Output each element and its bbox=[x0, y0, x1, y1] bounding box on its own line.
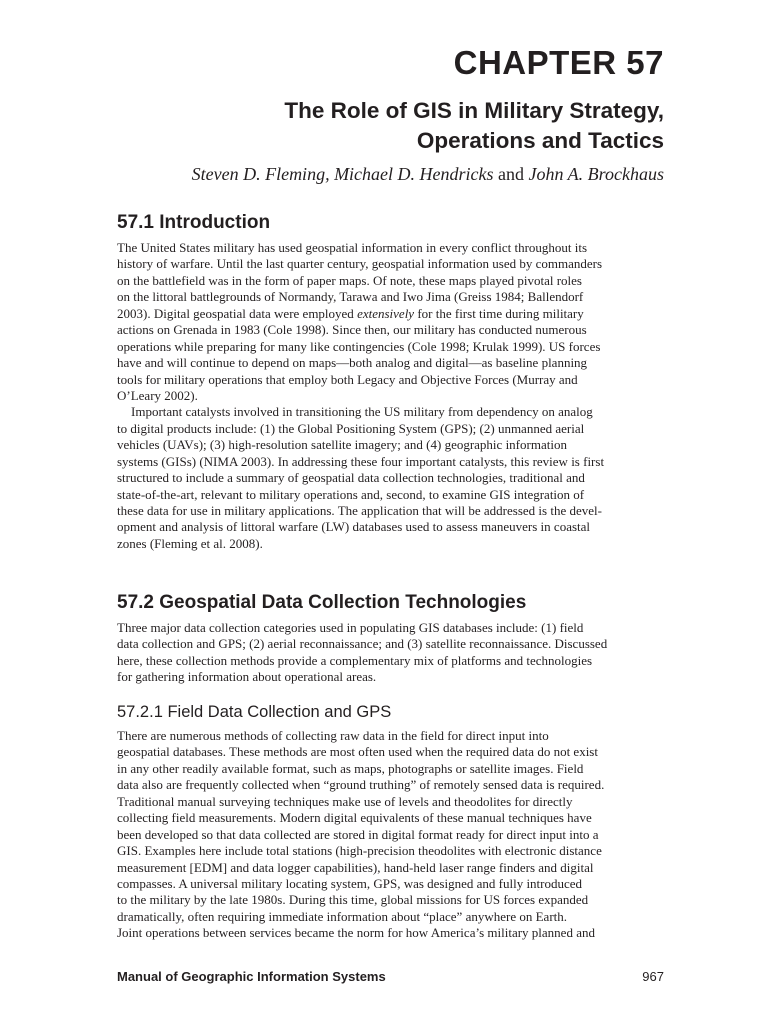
chapter-title-line: The Role of GIS in Military Strategy, bbox=[284, 98, 664, 123]
chapter-number: CHAPTER 57 bbox=[453, 44, 664, 81]
text-line: vehicles (UAVs); (3) high-resolution satellite imagery; and (4) geographic information bbox=[117, 437, 567, 453]
text-line: O’Leary 2002). bbox=[117, 387, 198, 403]
text-line: history of warfare. Until the last quarter century, geospatial information used by commanders bbox=[117, 256, 603, 272]
text-line: zones (Fleming et al. 2008). bbox=[117, 535, 263, 551]
text-line: in any other readily available format, such as maps, photographs or satellite images. Field bbox=[117, 760, 584, 776]
text-line: on the battlefield was in the form of paper maps. Of note, these maps played pivotal roles bbox=[117, 272, 582, 288]
text-line: have and will continue to depend on maps—both analog and digital—as baseline planning bbox=[117, 355, 588, 371]
text-line: data collection and GPS; (2) aerial reconnaissance; and (3) satellite reconnaissance. Discussed bbox=[117, 636, 608, 652]
chapter-title-line: Operations and Tactics bbox=[416, 128, 664, 153]
text-line: to the military by the late 1980s. During this time, global missions for US forces expanded bbox=[117, 892, 589, 908]
authors-conjunction: and bbox=[498, 164, 525, 184]
text-line: for gathering information about operational areas. bbox=[117, 669, 377, 685]
running-footer-title: Manual of Geographic Information Systems bbox=[117, 969, 386, 984]
text-line: on the littoral battlegrounds of Normandy, Tarawa and Iwo Jima (Greiss 1984; Ballendorf bbox=[117, 289, 584, 305]
text-line: There are numerous methods of collecting raw data in the field for direct input into bbox=[117, 728, 549, 743]
introduction-body bbox=[117, 240, 665, 552]
authors-part-2: John A. Brockhaus bbox=[528, 164, 664, 184]
text-line: geospatial databases. These methods are most often used when the required data do not exist bbox=[117, 744, 598, 760]
chapter-title bbox=[104, 96, 664, 156]
text-line: been developed so that data collected are stored in digital format ready for direct input into a bbox=[117, 826, 599, 842]
text-line: Traditional manual surveying techniques make use of levels and theodolites for directly bbox=[117, 793, 573, 809]
text-line: The United States military has used geospatial information in every conflict throughout its bbox=[117, 240, 588, 255]
section-heading-geospatial: 57.2 Geospatial Data Collection Technologies bbox=[117, 592, 527, 613]
text-line: here, these collection methods provide a complementary mix of platforms and technologies bbox=[117, 652, 593, 668]
text-line: dramatically, often requiring immediate information about “place” anywhere on Earth. bbox=[117, 908, 568, 924]
emphasis-text: extensively bbox=[357, 305, 415, 321]
text-line: operations while preparing for many like contingencies (Cole 1998; Krulak 1999). US forces bbox=[117, 338, 601, 354]
text-line: Important catalysts involved in transitioning the US military from dependency on analog bbox=[131, 404, 593, 420]
text-line: these data for use in military applications. The application that will be addressed is the devel- bbox=[117, 503, 602, 518]
text-line: Three major data collection categories used in populating GIS databases include: (1) field bbox=[117, 620, 584, 635]
text-line: compasses. A universal military locating system, GPS, was designed and fully introduced bbox=[117, 875, 583, 891]
field-data-body bbox=[117, 728, 665, 942]
subsection-heading-field-data: 57.2.1 Field Data Collection and GPS bbox=[117, 703, 392, 721]
text-line: tools for military operations that employ both Legacy and Objective Forces (Murray and bbox=[117, 371, 578, 387]
section-heading-introduction: 57.1 Introduction bbox=[117, 212, 271, 233]
page-number: 967 bbox=[642, 969, 664, 984]
text-line: Joint operations between services became the norm for how America’s military planned and bbox=[117, 925, 595, 941]
text-line: actions on Grenada in 1983 (Cole 1998). Since then, our military has conducted numerous bbox=[117, 322, 587, 338]
text-line: to digital products include: (1) the Global Positioning System (GPS); (2) unmanned aerial bbox=[117, 420, 585, 436]
text-line: collecting field measurements. Modern digital equivalents of these manual techniques have bbox=[117, 810, 592, 826]
text-line: systems (GISs) (NIMA 2003). In addressing these four important catalysts, this review is first bbox=[117, 453, 605, 469]
text-line: 2003). Digital geospatial data were employed extensively for the first time during military bbox=[117, 305, 584, 321]
geospatial-body bbox=[117, 620, 665, 686]
text-line: state-of-the-art, relevant to military operations and, second, to examine GIS integration of bbox=[117, 486, 585, 502]
authors-part-1: Steven D. Fleming, Michael D. Hendricks bbox=[191, 164, 494, 184]
text-line: data also are frequently collected when “ground truthing” of remotely sensed data is required. bbox=[117, 777, 605, 793]
author-list bbox=[192, 164, 664, 185]
text-line: measurement [EDM] and data logger capabilities), hand-held laser range finders and digital bbox=[117, 859, 594, 875]
text-line: GIS. Examples here include total stations (high-precision theodolites with electronic distance bbox=[117, 843, 602, 859]
text-line: structured to include a summary of geospatial data collection technologies, traditional and bbox=[117, 470, 585, 486]
text-line: opment and analysis of littoral warfare (LW) databases used to assess maneuvers in coastal bbox=[117, 519, 591, 535]
